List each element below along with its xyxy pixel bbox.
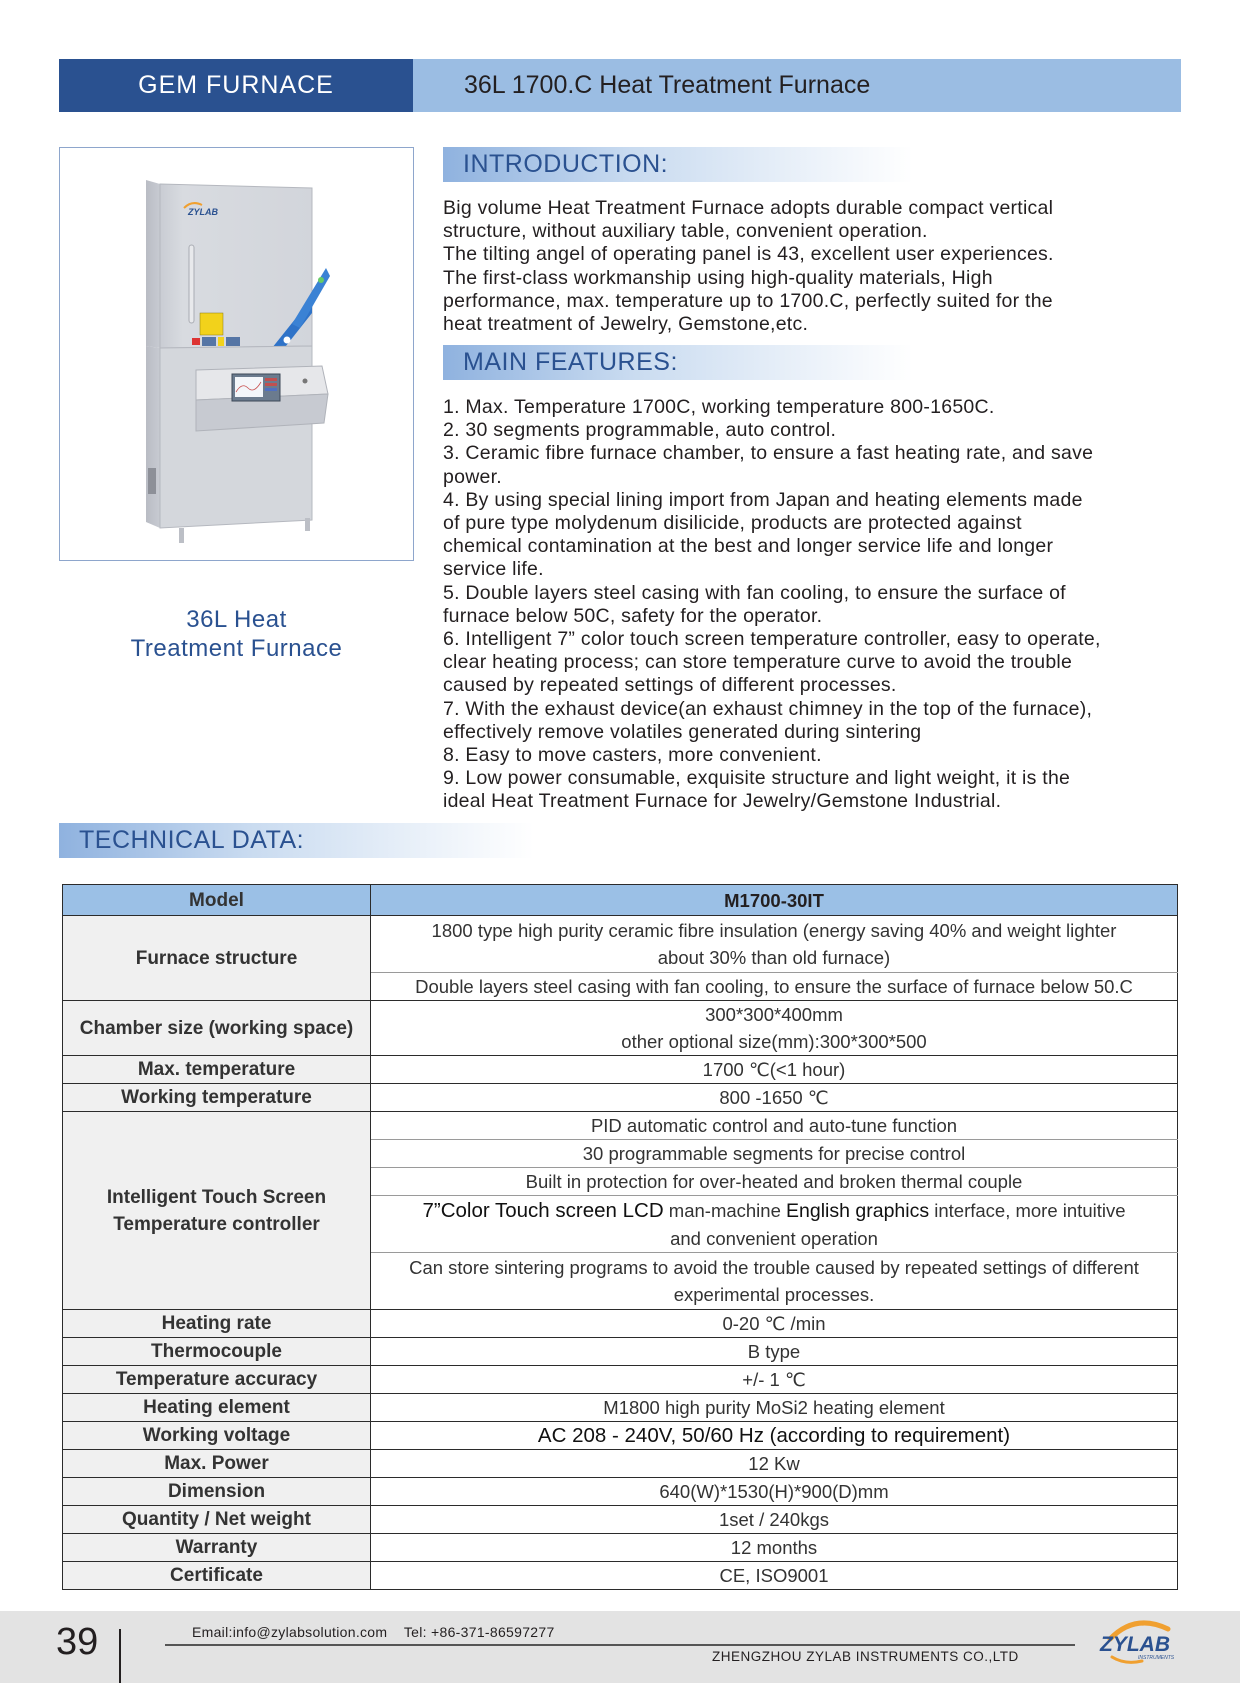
table-row	[63, 1338, 1178, 1366]
value-line: about 30% than old furnace)	[657, 947, 891, 968]
introduction-heading: INTRODUCTION:	[443, 147, 913, 182]
row-value: 12 months	[371, 1534, 1178, 1562]
row-key: Quantity / Net weight	[63, 1506, 371, 1534]
table-row	[63, 1366, 1178, 1394]
row-value: 12 Kw	[371, 1450, 1178, 1478]
row-value: B type	[371, 1338, 1178, 1366]
row-value: 1set / 240kgs	[371, 1506, 1178, 1534]
value-line: Can store sintering programs to avoid the trouble caused by repeated settings of different	[409, 1257, 1139, 1278]
table-row	[63, 1056, 1178, 1084]
row-key: Working voltage	[63, 1422, 371, 1450]
value-line: experimental processes.	[673, 1284, 875, 1305]
value-line: 1800 type high purity ceramic fibre insulation (energy saving 40% and weight lighter	[431, 920, 1117, 941]
technical-data-heading: TECHNICAL DATA:	[59, 823, 534, 858]
value-line: 300*300*400mm	[705, 1004, 843, 1025]
feature-line: caused by repeated settings of different processes.	[443, 674, 897, 697]
value-line: 7”Color Touch screen LCD man-machine English graphics interface, more intuitive	[422, 1198, 1126, 1222]
feature-line: 8. Easy to move casters, more convenient.	[443, 744, 822, 767]
table-row	[63, 1422, 1178, 1450]
zylab-logo-icon	[1090, 1617, 1190, 1665]
table-row	[63, 1478, 1178, 1506]
row-value: 0-20 ℃ /min	[371, 1310, 1178, 1338]
row-value: 640(W)*1530(H)*900(D)mm	[371, 1478, 1178, 1506]
table-row	[63, 1112, 1178, 1140]
intro-line: The tilting angel of operating panel is 43, excellent user experiences.	[443, 243, 1054, 266]
technical-data-table	[62, 884, 1178, 1590]
feature-line: 5. Double layers steel casing with fan cooling, to ensure the surface of	[443, 581, 1066, 604]
main-features-list	[443, 396, 1203, 814]
row-value	[371, 916, 1178, 973]
table-row	[63, 1562, 1178, 1590]
feature-line: 6. Intelligent 7” color touch screen temperature controller, easy to operate,	[443, 628, 1101, 651]
row-value	[371, 1001, 1178, 1056]
footer-divider-vertical	[119, 1629, 121, 1683]
row-value	[371, 1253, 1178, 1310]
row-value: +/- 1 ℃	[371, 1366, 1178, 1394]
intro-line: performance, max. temperature up to 1700.C, perfectly suited for the	[443, 289, 1053, 312]
row-value: Built in protection for over-heated and broken thermal couple	[371, 1168, 1178, 1196]
page-number: 39	[56, 1621, 99, 1663]
row-value: CE, ISO9001	[371, 1562, 1178, 1590]
table-header-row	[63, 885, 1178, 916]
row-key: Heating rate	[63, 1310, 371, 1338]
row-key: Warranty	[63, 1534, 371, 1562]
feature-line: 3. Ceramic fibre furnace chamber, to ensure a fast heating rate, and save	[443, 442, 1094, 465]
main-features-heading: MAIN FEATURES:	[443, 345, 913, 380]
caption-line-2: Treatment Furnace	[130, 635, 343, 662]
feature-line: clear heating process; can store temperature curve to avoid the trouble	[443, 651, 1073, 674]
feature-line: effectively remove volatiles generated during sintering	[443, 720, 922, 743]
introduction-text	[443, 197, 1203, 336]
table-row	[63, 1450, 1178, 1478]
row-key: Furnace structure	[63, 916, 371, 1001]
feature-line: 2. 30 segments programmable, auto control.	[443, 419, 837, 442]
product-title: 36L 1700.C Heat Treatment Furnace	[413, 59, 1181, 112]
table-row	[63, 1084, 1178, 1112]
page-header-band	[59, 59, 1181, 112]
row-value: AC 208 - 240V, 50/60 Hz (according to requirement)	[371, 1422, 1178, 1450]
table-row	[63, 1001, 1178, 1056]
feature-line: furnace below 50C, safety for the operator.	[443, 604, 823, 627]
feature-line: ideal Heat Treatment Furnace for Jewelry/Gemstone Industrial.	[443, 790, 1002, 813]
row-value: 30 programmable segments for precise control	[371, 1140, 1178, 1168]
page-footer	[0, 1611, 1240, 1683]
feature-line: service life.	[443, 558, 544, 581]
row-value: 800 -1650 ℃	[371, 1084, 1178, 1112]
row-key: Temperature accuracy	[63, 1366, 371, 1394]
logo-subtext: INSTRUMENTS	[1138, 1655, 1175, 1661]
caption-line-1: 36L Heat	[186, 606, 287, 633]
table-row	[63, 1310, 1178, 1338]
contact-info: Email:info@zylabsolution.com Tel: +86-371-86597277	[192, 1624, 555, 1640]
logo-text: ZYLAB	[1100, 1633, 1170, 1656]
header-key: Model	[63, 885, 371, 916]
intro-line: heat treatment of Jewelry, Gemstone,etc.	[443, 313, 809, 336]
furnace-illustration	[60, 148, 412, 559]
product-caption	[59, 605, 414, 663]
row-value: Double layers steel casing with fan cooling, to ensure the surface of furnace below 50.C	[371, 973, 1178, 1001]
feature-line: 9. Low power consumable, exquisite structure and light weight, it is the	[443, 767, 1071, 790]
row-key	[63, 1112, 371, 1310]
row-key: Chamber size (working space)	[63, 1001, 371, 1056]
table-row	[63, 1394, 1178, 1422]
row-key: Thermocouple	[63, 1338, 371, 1366]
table-row	[63, 916, 1178, 973]
row-value: M1800 high purity MoSi2 heating element	[371, 1394, 1178, 1422]
company-name: ZHENGZHOU ZYLAB INSTRUMENTS CO.,LTD	[712, 1649, 1019, 1664]
product-image	[59, 147, 414, 561]
row-key: Certificate	[63, 1562, 371, 1590]
row-key: Dimension	[63, 1478, 371, 1506]
key-line: Intelligent Touch Screen	[106, 1186, 327, 1208]
footer-divider-horizontal	[165, 1644, 1075, 1646]
intro-line: The first-class workmanship using high-quality materials, High	[443, 266, 993, 289]
feature-line: 1. Max. Temperature 1700C, working temperature 800-1650C.	[443, 396, 995, 418]
feature-line: power.	[443, 465, 502, 488]
value-line: and convenient operation	[670, 1227, 878, 1249]
intro-line: structure, without auxiliary table, convenient operation.	[443, 220, 928, 243]
row-value: 1700 ℃(<1 hour)	[371, 1056, 1178, 1084]
key-line: Temperature controller	[113, 1213, 320, 1235]
table-row	[63, 1506, 1178, 1534]
row-key: Heating element	[63, 1394, 371, 1422]
table-row	[63, 1534, 1178, 1562]
row-key: Max. Power	[63, 1450, 371, 1478]
row-key: Working temperature	[63, 1084, 371, 1112]
row-key: Max. temperature	[63, 1056, 371, 1084]
feature-line: 7. With the exhaust device(an exhaust chimney in the top of the furnace),	[443, 697, 1093, 720]
value-line: other optional size(mm):300*300*500	[621, 1031, 927, 1052]
row-value	[371, 1196, 1178, 1253]
intro-line: Big volume Heat Treatment Furnace adopts durable compact vertical	[443, 197, 1054, 219]
feature-line: 4. By using special lining import from Japan and heating elements made	[443, 488, 1083, 511]
feature-line: of pure type molydenum disilicide, products are protected against	[443, 512, 1022, 535]
header-model: M1700-30IT	[371, 885, 1178, 916]
unit-logo: ZYLAB	[188, 207, 218, 217]
row-value: PID automatic control and auto-tune function	[371, 1112, 1178, 1140]
feature-line: chemical contamination at the best and longer service life and longer	[443, 535, 1054, 558]
category-label: GEM FURNACE	[59, 59, 413, 112]
